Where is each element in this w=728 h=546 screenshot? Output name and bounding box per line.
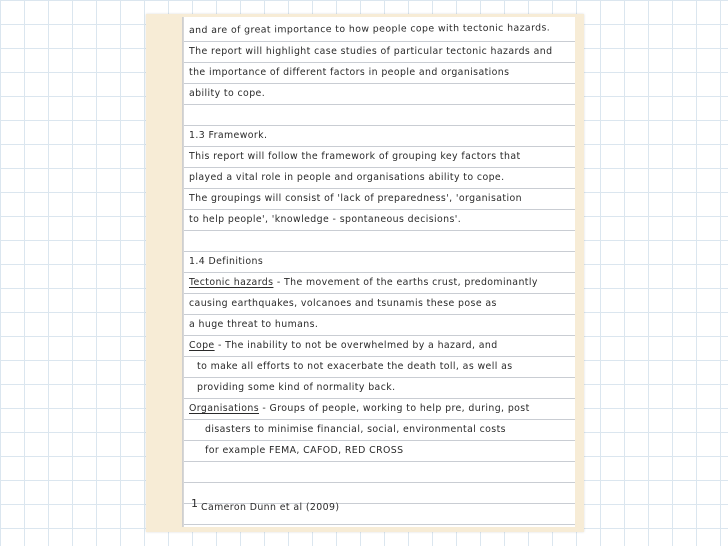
definition-term: Tectonic hazards <box>189 277 274 288</box>
text-line-7: This report will follow the framework of grouping key factors that <box>189 151 521 162</box>
footnote-mark: 1 <box>191 497 198 510</box>
section-heading-framework: 1.3 Framework. <box>189 130 268 141</box>
footnote-reference: Cameron Dunn et al (2009) <box>201 502 340 513</box>
definition-term: Organisations <box>189 403 259 414</box>
page-margin-line <box>183 17 184 527</box>
text-line-9: The groupings will consist of 'lack of preparedness', 'organisation <box>189 193 522 204</box>
text-line-17: to make all efforts to not exacerbate the death toll, as well as <box>197 361 513 372</box>
text-line-21: for example FEMA, CAFOD, RED CROSS <box>205 445 404 456</box>
section-heading-definitions: 1.4 Definitions <box>189 256 264 267</box>
text-line-18: providing some kind of normality back. <box>197 382 396 393</box>
definition-text: - Groups of people, working to help pre, during, post <box>258 403 530 414</box>
definition-organisations <box>189 400 530 418</box>
definition-tectonic-hazards <box>189 274 538 292</box>
text-line-4: ability to cope. <box>189 88 266 99</box>
text-line-14: causing earthquakes, volcanoes and tsunamis these pose as <box>189 298 497 309</box>
text-line-2: The report will highlight case studies of particular tectonic hazards and <box>189 46 553 57</box>
text-line-10: to help people', 'knowledge - spontaneous decisions'. <box>189 214 462 225</box>
definition-text: - The inability to not be overwhelmed by a hazard, and <box>214 340 498 351</box>
definition-term: Cope <box>189 340 215 351</box>
text-line-15: a huge threat to humans. <box>189 319 319 330</box>
document-frame <box>146 14 584 532</box>
text-line-3: the importance of different factors in people and organisations <box>189 67 510 78</box>
definition-text: - The movement of the earths crust, predominantly <box>273 277 538 288</box>
text-line-8: played a vital role in people and organisations ability to cope. <box>189 172 505 183</box>
lined-paper-page <box>182 17 575 527</box>
text-line-20: disasters to minimise financial, social, environmental costs <box>205 424 506 435</box>
text-line-1: and are of great importance to how people cope with tectonic hazards. <box>188 22 551 36</box>
definition-cope <box>189 337 498 355</box>
